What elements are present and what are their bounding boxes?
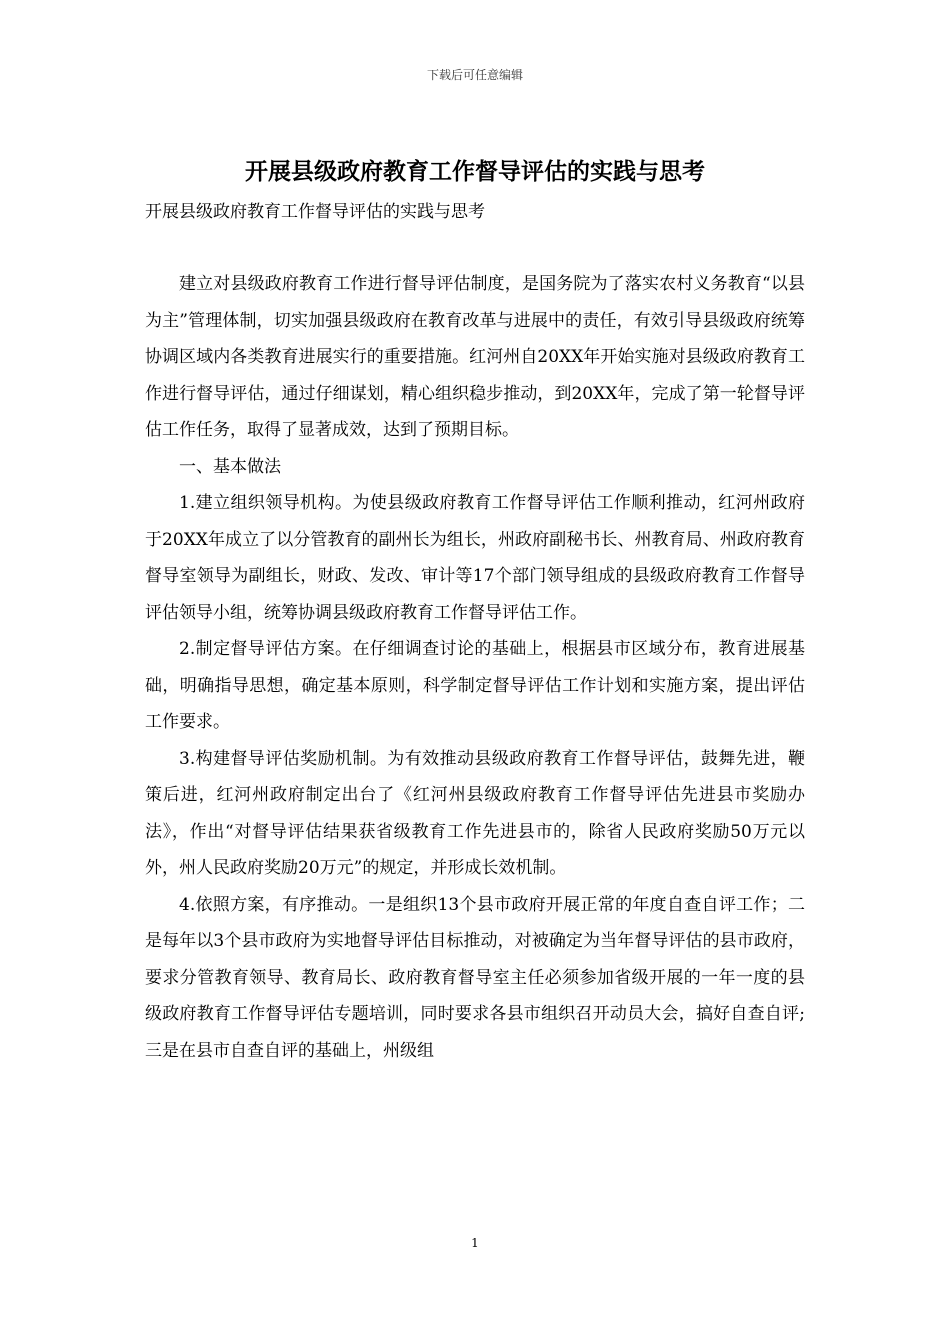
paragraph-item-4: 4.依照方案，有序推动。一是组织13个县市政府开展正常的年度自查自评工作；二是每年以3个县市政府为实地督导评估目标推动，对被确定为当年督导评估的县市政府，要求分管教育领导、教育局长、政府教育督导室主任必须参加省级开展的一年一度的县级政府教育工作督导评估专题培训，同时要求各县市组织召开动员大会，搞好自查自评;三是在县市自查自评的基础上，州级组	[145, 894, 805, 1061]
document-body	[145, 266, 805, 1069]
paragraph-item-1: 1.建立组织领导机构。为使县级政府教育工作督导评估工作顺利推动，红河州政府于20XX年成立了以分管教育的副州长为组长，州政府副秘书长、州教育局、州政府教育督导室领导为副组长，财政、发改、审计等17个部门领导组成的县级政府教育工作督导评估领导小组，统筹协调县级政府教育工作督导评估工作。	[145, 493, 805, 623]
page-number: 1	[471, 1236, 479, 1250]
paragraph-intro: 建立对县级政府教育工作进行督导评估制度，是国务院为了落实农村义务教育“以县为主”管理体制，切实加强县级政府在教育改革与进展中的责任，有效引导县级政府统筹协调区域内各类教育进展实行的重要措施。红河州自20XX年开始实施对县级政府教育工作进行督导评估，通过仔细谋划，精心组织稳步推动，到20XX年，完成了第一轮督导评估工作任务，取得了显著成效，达到了预期目标。	[145, 274, 805, 440]
header-note: 下载后可任意编辑	[426, 68, 523, 82]
document-subtitle: 开展县级政府教育工作督导评估的实践与思考	[145, 202, 485, 222]
paragraph-item-3: 3.构建督导评估奖励机制。为有效推动县级政府教育工作督导评估，鼓舞先进，鞭策后进，红河州政府制定出台了《红河州县级政府教育工作督导评估先进县市奖励办法》，作出“对督导评估结果获省级教育工作先进县市的，除省人民政府奖励50万元以外，州人民政府奖励20万元”的规定，并形成长效机制。	[145, 748, 805, 878]
document-title: 开展县级政府教育工作督导评估的实践与思考	[245, 158, 705, 185]
paragraph-item-2: 2.制定督导评估方案。在仔细调查讨论的基础上，根据县市区域分布，教育进展基础，明确指导思想，确定基本原则，科学制定督导评估工作计划和实施方案，提出评估工作要求。	[145, 639, 805, 732]
section-heading-basic-methods: 一、基本做法	[179, 456, 281, 477]
